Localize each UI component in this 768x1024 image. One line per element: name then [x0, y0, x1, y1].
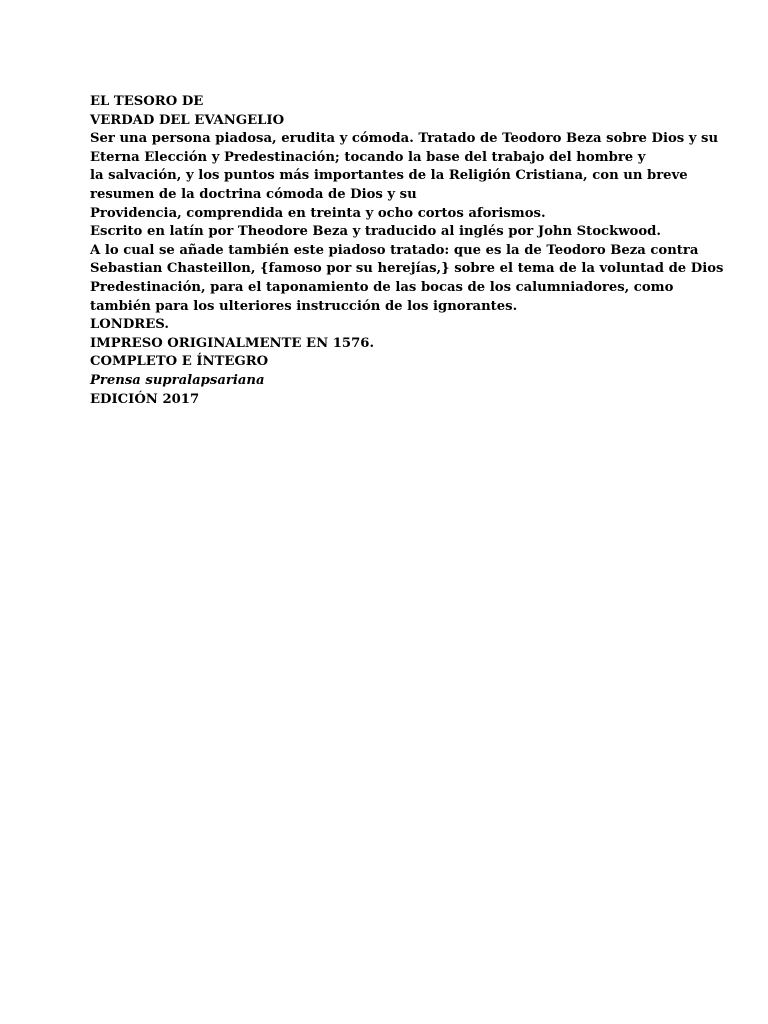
edition-line: EDICIÓN 2017 [90, 391, 200, 407]
appendix-line-2: Sebastian Chasteillon, {famoso por su herejías,} sobre el tema de la voluntad de Dios [90, 261, 724, 277]
publisher-line: Prensa supralapsariana [90, 372, 265, 388]
description-line-2: Eterna Elección y Predestinación; tocando la base del trabajo del hombre y [90, 149, 646, 165]
complete-line: COMPLETO E ÍNTEGRO [90, 354, 269, 370]
description-line-4: resumen de la doctrina cómoda de Dios y su [90, 186, 417, 202]
place-line: LONDRES. [90, 317, 169, 333]
title-page-text [90, 93, 730, 409]
original-print-line: IMPRESO ORIGINALMENTE EN 1576. [90, 335, 375, 351]
translator-line: Escrito en latín por Theodore Beza y traducido al inglés por John Stockwood. [90, 224, 661, 240]
description-line-5: Providencia, comprendida en treinta y ocho cortos aforismos. [90, 205, 546, 221]
description-line-3: la salvación, y los puntos más importantes de la Religión Cristiana, con un breve [90, 168, 688, 184]
appendix-line-3: Predestinación, para el taponamiento de las bocas de los calumniadores, como [90, 279, 674, 295]
appendix-line-1: A lo cual se añade también este piadoso tratado: que es la de Teodoro Beza contra [90, 242, 699, 258]
description-line-1: Ser una persona piadosa, erudita y cómoda. Tratado de Teodoro Beza sobre Dios y su [90, 131, 719, 147]
appendix-line-4: también para los ulteriores instrucción de los ignorantes. [90, 298, 518, 314]
title-line-1: EL TESORO DE [90, 94, 204, 109]
title-line-2: VERDAD DEL EVANGELIO [90, 112, 285, 128]
